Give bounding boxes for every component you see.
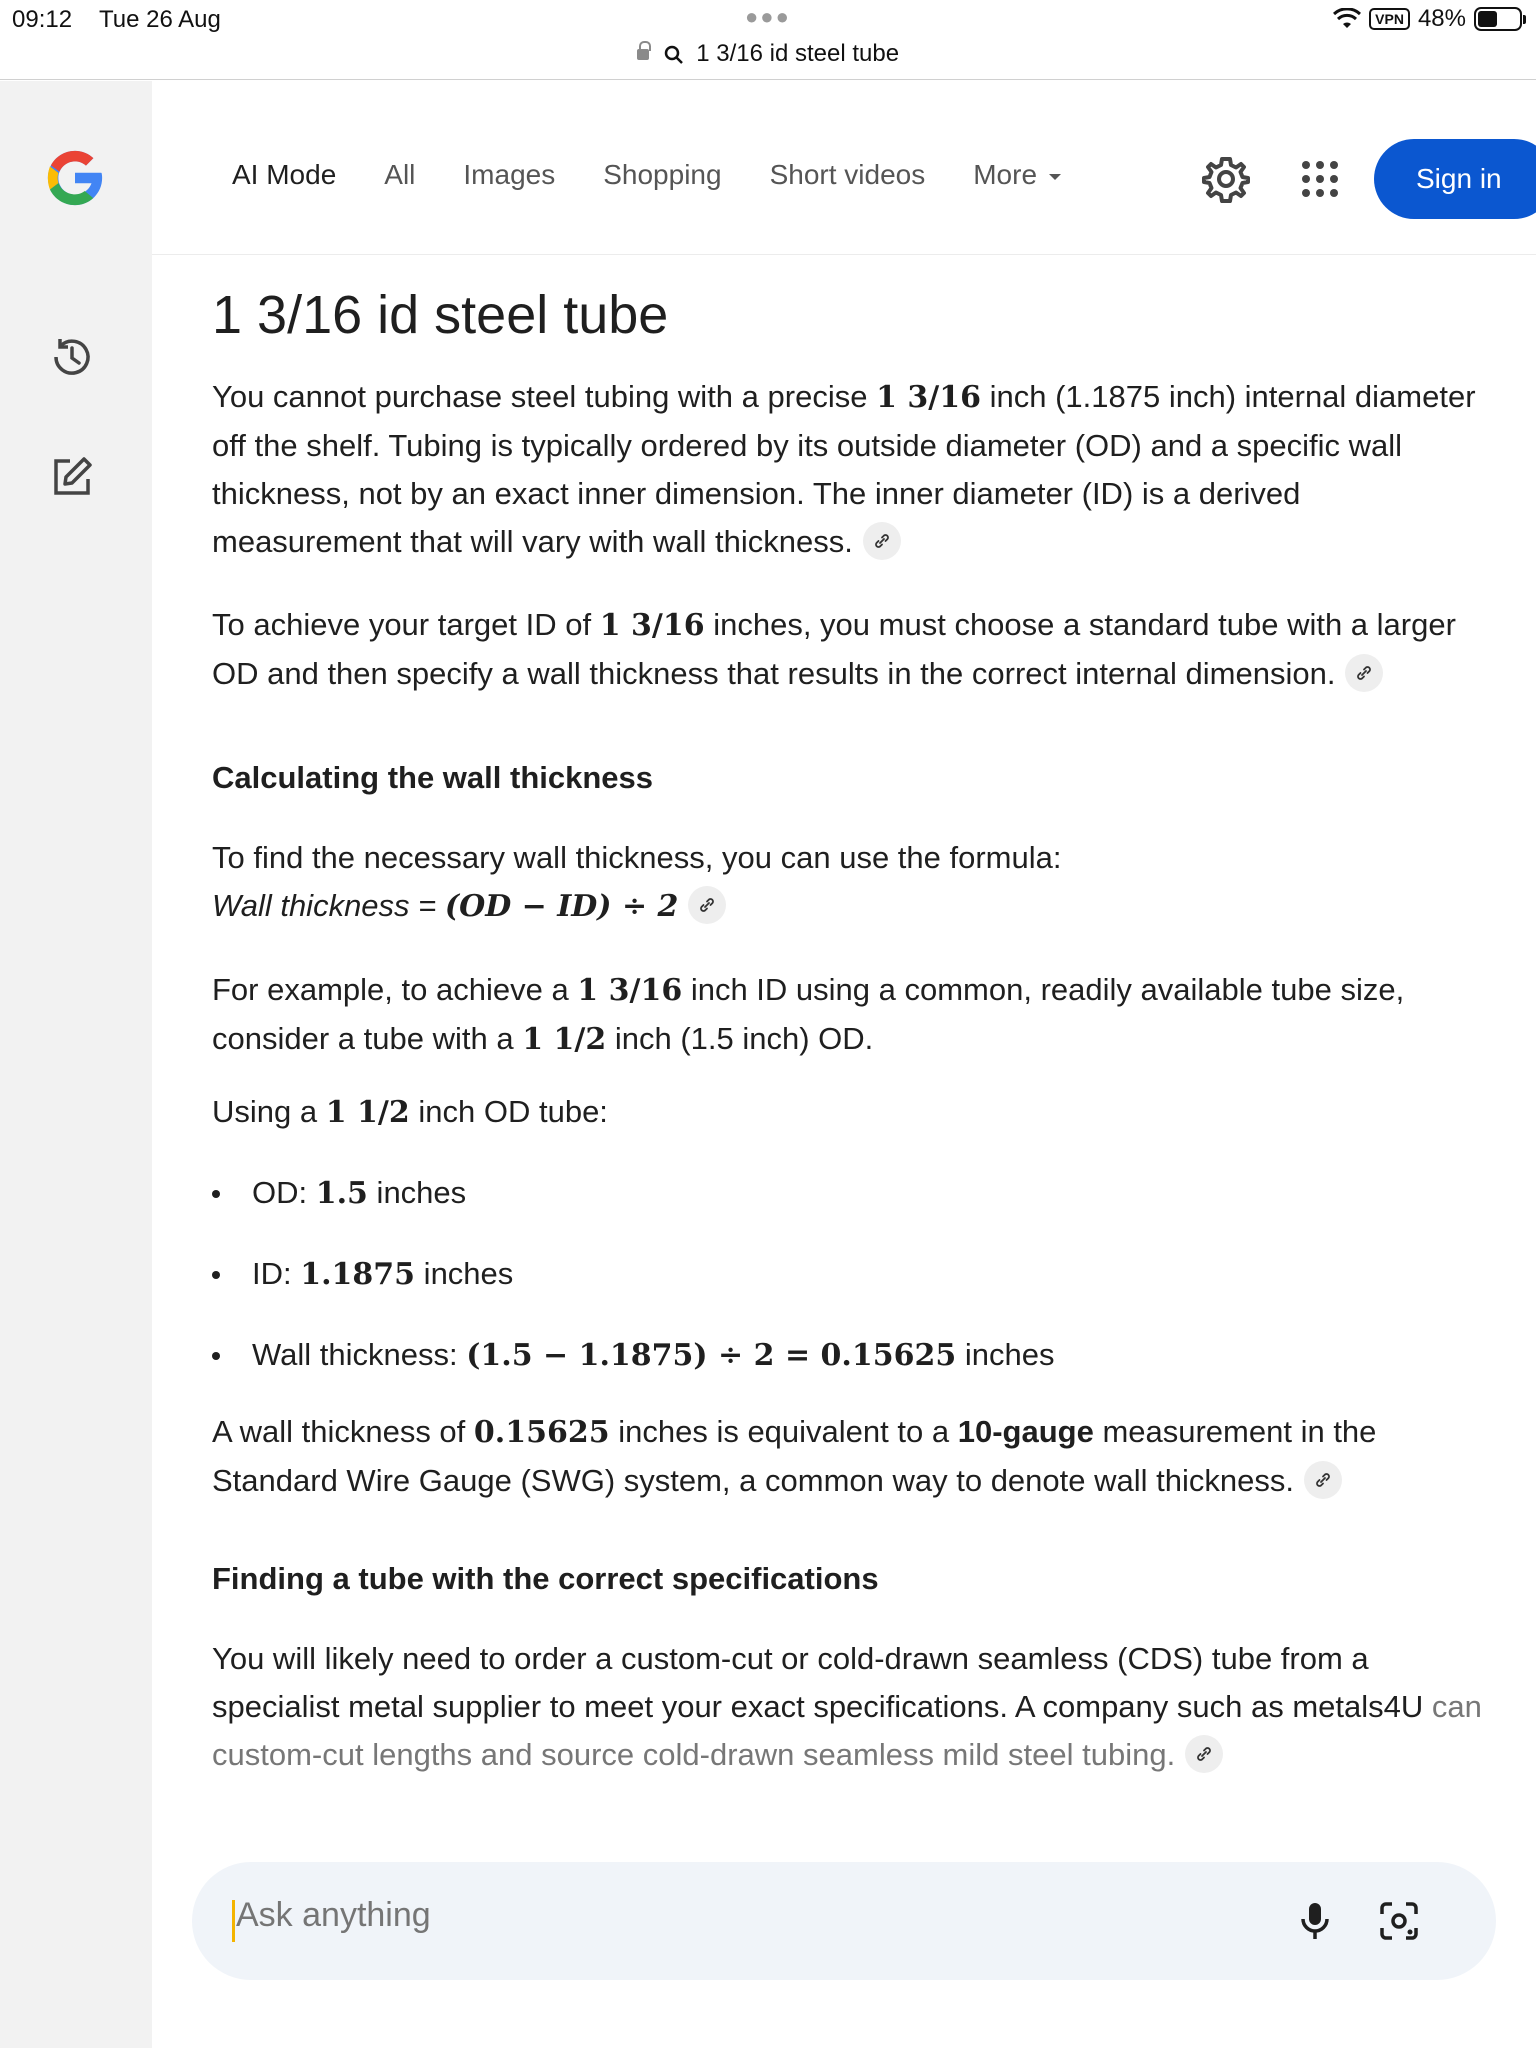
page-title: 1 3/16 id steel tube <box>212 285 669 345</box>
multitasking-dots-icon[interactable]: ●●● <box>745 4 791 29</box>
list-item: OD: 1.5 inches <box>212 1169 1492 1218</box>
paragraph-formula: To find the necessary wall thickness, you can use the formula: Wall thickness = (OD − ID) ÷ 2 <box>212 840 1062 924</box>
tab-ai-mode[interactable]: AI Mode <box>232 159 337 190</box>
ask-input[interactable] <box>236 1896 1136 1935</box>
tab-all[interactable]: All <box>384 159 416 190</box>
heading-calculating: Calculating the wall thickness <box>212 760 654 795</box>
top-navigation <box>152 81 1536 255</box>
scroll-fade <box>152 1800 1536 1860</box>
paragraph-intro: You cannot purchase steel tubing with a precise 1 3/16 inch (1.1875 inch) internal diameter off the shelf. Tubing is typically ordered by its outside diameter (OD) and a specific wall thickness, not by an exact inner dimension. The inner diameter (ID) is a derived measurement that will vary with wall thickness. <box>212 379 1476 559</box>
text-caret <box>232 1900 235 1942</box>
heading-finding: Finding a tube with the correct specifications <box>212 1561 879 1596</box>
list-item: Wall thickness: (1.5 − 1.1875) ÷ 2 = 0.15625 inches <box>212 1331 1492 1380</box>
source-link-icon[interactable] <box>688 886 726 924</box>
sidebar <box>0 81 152 2048</box>
sign-in-button[interactable]: Sign in <box>1374 139 1536 219</box>
tab-images[interactable]: Images <box>463 159 556 190</box>
history-icon[interactable] <box>48 333 96 381</box>
address-bar[interactable] <box>0 40 1536 68</box>
vpn-badge: VPN <box>1369 8 1410 30</box>
tab-short-videos[interactable]: Short videos <box>769 159 926 190</box>
paragraph-example: For example, to achieve a 1 3/16 inch ID using a common, readily available tube size, consider a tube with a 1 1/2 inch (1.5 inch) OD. <box>212 972 1405 1057</box>
paragraph-supplier: You will likely need to order a custom-cut or cold-drawn seamless (CDS) tube from a specialist metal supplier to meet your exact specifications. A company such as metals4U can custom-cut lengths and source cold-drawn seamless mild steel tubing. <box>212 1641 1482 1772</box>
ask-bar[interactable] <box>192 1862 1496 1980</box>
lock-icon <box>637 49 649 60</box>
tab-more[interactable]: More <box>973 159 1061 191</box>
clock: 09:12 <box>12 6 73 33</box>
subheading-using-tube: Using a 1 1/2 inch OD tube: <box>212 1094 608 1130</box>
google-lens-icon[interactable] <box>1376 1898 1422 1944</box>
microphone-icon[interactable] <box>1292 1898 1338 1944</box>
apps-grid-icon[interactable] <box>1300 159 1340 199</box>
source-link-icon[interactable] <box>1345 654 1383 692</box>
source-link-icon[interactable] <box>1185 1735 1223 1773</box>
tab-shopping[interactable]: Shopping <box>603 159 722 190</box>
list-item: ID: 1.1875 inches <box>212 1250 1492 1299</box>
battery-percent: 48% <box>1417 5 1466 32</box>
answer-content <box>212 255 1492 1779</box>
wifi-icon <box>1333 8 1361 30</box>
google-logo-icon[interactable] <box>40 143 110 213</box>
paragraph-target-id: To achieve your target ID of 1 3/16 inches, you must choose a standard tube with a larger OD and then specify a wall thickness that results in the correct internal dimension. <box>212 607 1456 691</box>
url-query: 1 3/16 id steel tube <box>696 40 900 67</box>
search-icon <box>664 45 684 65</box>
settings-gear-icon[interactable] <box>1202 155 1250 203</box>
status-indicators <box>1333 5 1522 33</box>
battery-icon <box>1474 7 1522 31</box>
new-chat-icon[interactable] <box>48 453 96 501</box>
source-link-icon[interactable] <box>863 522 901 560</box>
paragraph-gauge: A wall thickness of 0.15625 inches is equivalent to a 10-gauge measurement in the Standard Wire Gauge (SWG) system, a common way to denote wall thickness. <box>212 1414 1377 1498</box>
status-bar <box>0 0 1536 80</box>
spec-list <box>212 1169 1492 1380</box>
source-link-icon[interactable] <box>1304 1461 1342 1499</box>
search-tabs <box>232 159 1061 191</box>
date: Tue 26 Aug <box>99 6 221 33</box>
